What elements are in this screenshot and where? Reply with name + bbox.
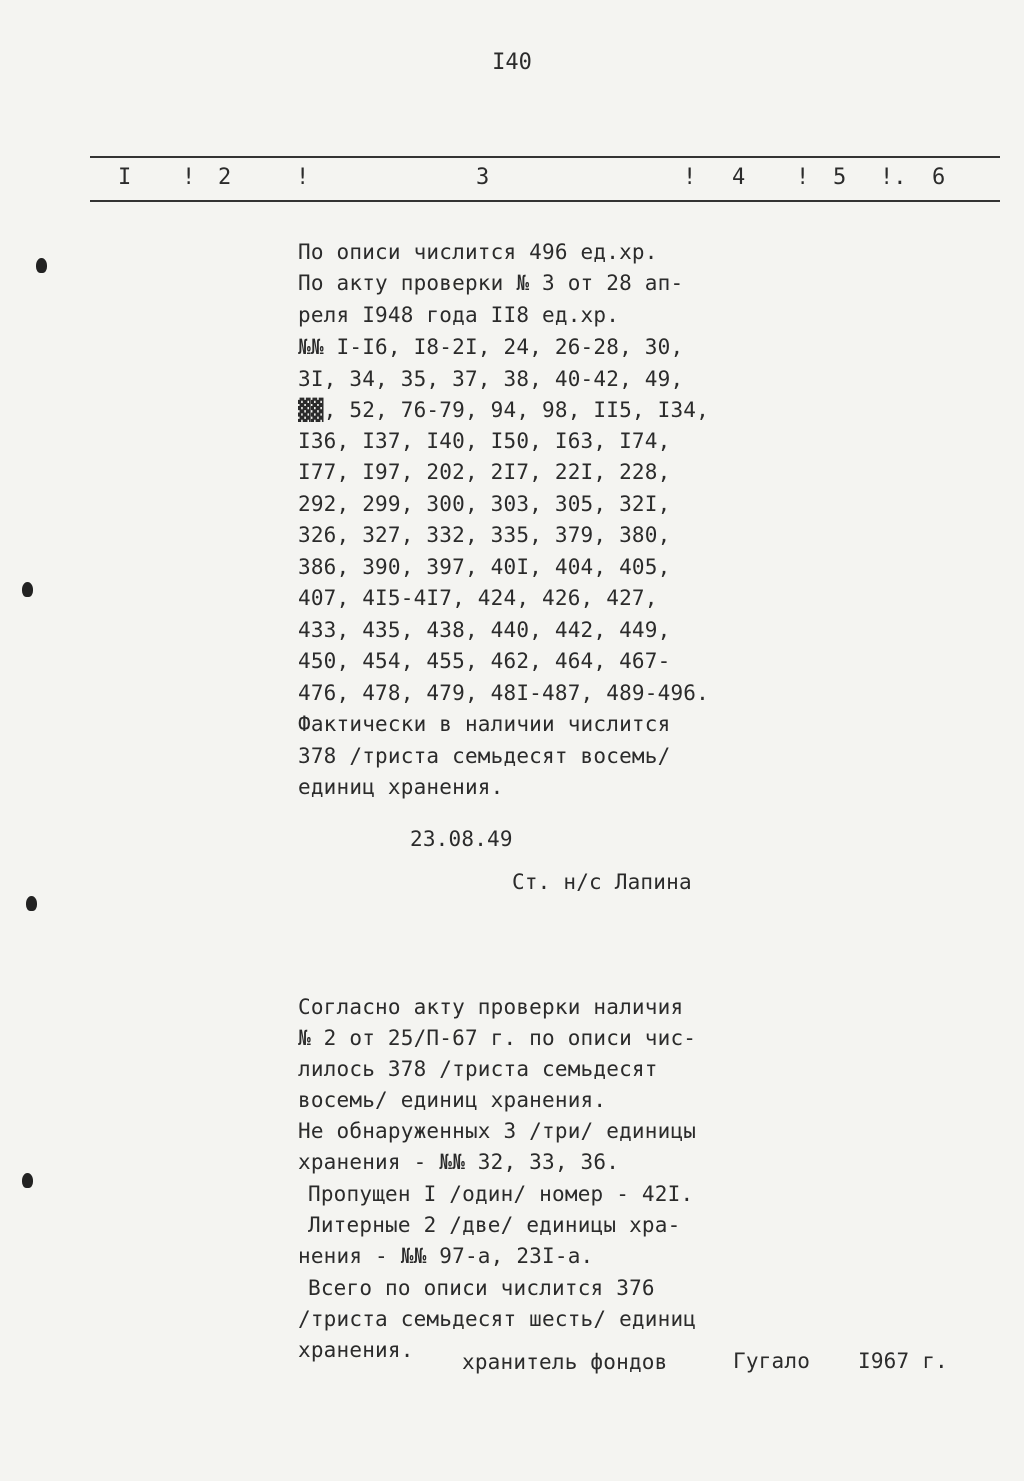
text-line: хранения. [298,1338,414,1362]
text-line: 407, 4I5-4I7, 424, 426, 427, [298,586,658,610]
signer-title: хранитель фондов [462,1350,668,1374]
column-5-header: 5 [833,165,847,190]
text-line: Согласно акту проверки наличия [298,995,684,1019]
text-line: Всего по описи числится 376 [308,1276,655,1300]
column-4-header: 4 [732,165,746,190]
text-line: ▓▓, 52, 76-79, 94, 98, II5, I34, [298,398,709,422]
text-line: 476, 478, 479, 48I-487, 489-496. [298,681,709,705]
header-rule-bottom [90,200,1000,202]
text-line: 378 /триста семьдесят восемь/ [298,744,671,768]
text-line: № 2 от 25/П-67 г. по описи чис- [298,1026,697,1050]
text-line: реля I948 года II8 ед.хр. [298,303,620,327]
text-line: По акту проверки № 3 от 28 ап- [298,271,684,295]
signer-name: Гугало [733,1349,811,1373]
text-line: Фактически в наличии числится [298,712,671,736]
text-line: №№ I-I6, I8-2I, 24, 26-28, 30, [298,335,684,359]
text-line: Не обнаруженных 3 /три/ единицы [298,1119,697,1143]
text-line: Литерные 2 /две/ единицы хра- [308,1213,681,1237]
punch-hole-mark [26,896,37,911]
punch-hole-mark [22,582,33,597]
text-line: 326, 327, 332, 335, 379, 380, [298,523,671,547]
text-line: 450, 454, 455, 462, 464, 467- [298,649,671,673]
punch-hole-mark [36,258,47,273]
text-line: лилось 378 /триста семьдесят [298,1057,658,1081]
text-line: /триста семьдесят шесть/ единиц [298,1307,697,1331]
column-3-header: 3 [476,165,490,190]
text-line: 292, 299, 300, 303, 305, 32I, [298,492,671,516]
punch-hole-mark [22,1173,33,1188]
text-line: 386, 390, 397, 40I, 404, 405, [298,555,671,579]
text-line: По описи числится 496 ед.хр. [298,240,658,264]
column-6-header: 6 [932,165,946,190]
text-line: I36, I37, I40, I50, I63, I74, [298,429,671,453]
column-separator: ! [182,165,196,190]
text-line: восемь/ единиц хранения. [298,1088,607,1112]
page-number: I40 [492,50,532,75]
header-rule-top [90,156,1000,158]
text-line: хранения - №№ 32, 33, 36. [298,1150,620,1174]
year: I967 г. [858,1349,948,1373]
column-2-header: 2 [218,165,232,190]
column-separator: ! [296,165,310,190]
signature: Ст. н/с Лапина [512,870,692,894]
text-line: I77, I97, 202, 2I7, 22I, 228, [298,460,671,484]
text-line: 433, 435, 438, 440, 442, 449, [298,618,671,642]
column-1-header: I [118,165,132,190]
text-line: единиц хранения. [298,775,504,799]
text-line: Пропущен I /один/ номер - 42I. [308,1182,694,1206]
column-separator: ! [796,165,810,190]
text-line: нения - №№ 97-а, 23I-а. [298,1244,594,1268]
column-separator: ! [683,165,697,190]
check-date: 23.08.49 [410,827,513,851]
column-separator: !. [880,165,907,190]
text-line: 3I, 34, 35, 37, 38, 40-42, 49, [298,367,684,391]
